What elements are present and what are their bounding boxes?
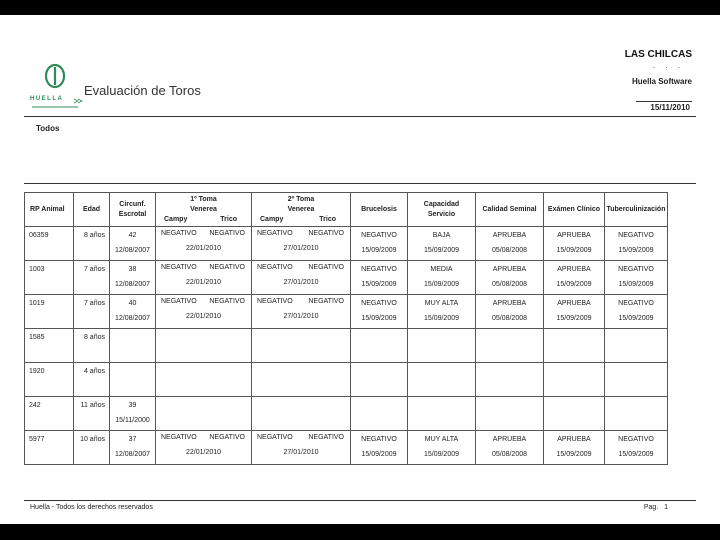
cap-date: 15/09/2009 — [423, 315, 460, 322]
report-title: Evaluación de Toros — [84, 83, 201, 98]
cell-toma2 — [252, 329, 351, 363]
tub-date: 15/09/2009 — [618, 281, 654, 288]
rp-value: 1585 — [29, 334, 45, 341]
circ-date: 12/08/2007 — [114, 247, 151, 254]
cell-examen — [544, 329, 605, 363]
cell-brucelosis — [351, 363, 408, 397]
software-name: Huella Software — [631, 77, 692, 86]
cell-edad — [74, 363, 110, 397]
cap-date: 15/09/2009 — [423, 247, 460, 254]
t1-campy: NEGATIVO — [161, 298, 197, 305]
cell-rp — [25, 363, 74, 397]
cal-value: APRUEBA — [492, 232, 527, 239]
table-row — [25, 227, 668, 261]
header-toma1-line2: Venerea — [190, 205, 217, 213]
cell-examen — [544, 227, 605, 261]
header-toma1-trico: Trico — [220, 215, 237, 223]
cell-toma1 — [156, 329, 252, 363]
cell-capacidad — [408, 363, 476, 397]
cell-rp — [25, 329, 74, 363]
rp-value: 1019 — [29, 300, 45, 307]
cell-toma2 — [252, 261, 351, 295]
cell-brucelosis — [351, 261, 408, 295]
cell-capacidad — [408, 227, 476, 261]
cell-toma2 — [252, 295, 351, 329]
t1-trico: NEGATIVO — [209, 434, 245, 441]
rp-value: 06359 — [29, 232, 49, 239]
page-number: 1 — [664, 504, 668, 511]
cal-value: APRUEBA — [492, 266, 527, 273]
cell-edad — [74, 431, 110, 465]
cal-date: 05/08/2008 — [491, 315, 528, 322]
cell-rp — [25, 227, 74, 261]
header-cap-line1: Capacidad — [423, 200, 460, 208]
header-brucelosis: Brucelosis — [351, 193, 408, 227]
t2-trico: NEGATIVO — [308, 298, 344, 305]
header-toma1-campy: Campy — [164, 215, 188, 223]
header-toma2-line1: 2º Toma — [287, 195, 315, 203]
filter-label: Todos — [36, 124, 60, 133]
cell-capacidad — [408, 329, 476, 363]
edad-value: 8 años — [83, 334, 105, 341]
cell-examen — [544, 397, 605, 431]
t1-campy: NEGATIVO — [161, 434, 197, 441]
cal-date: 05/08/2008 — [491, 247, 528, 254]
cell-circunferencia — [110, 363, 156, 397]
cell-capacidad — [408, 295, 476, 329]
t2-campy: NEGATIVO — [257, 230, 293, 237]
header-divider — [24, 116, 696, 117]
table-row — [25, 397, 668, 431]
header-circ-line1: Circunf. — [119, 200, 146, 208]
cell-toma2 — [252, 227, 351, 261]
header-toma2-campy: Campy — [260, 215, 284, 223]
rp-value: 1003 — [29, 266, 45, 273]
tub-value: NEGATIVO — [618, 266, 654, 273]
exa-value: APRUEBA — [557, 436, 591, 443]
cell-calidad — [476, 397, 544, 431]
table-row — [25, 295, 668, 329]
rp-value: 5977 — [29, 436, 45, 443]
cell-tuberculinizacion — [605, 431, 668, 465]
cell-examen — [544, 431, 605, 465]
edad-value: 8 años — [83, 232, 105, 239]
huella-logo — [28, 63, 84, 111]
bruc-date: 15/09/2009 — [361, 315, 397, 322]
table-header-row — [25, 193, 668, 227]
cal-value: APRUEBA — [492, 300, 527, 307]
circ-value: 42 — [128, 232, 137, 239]
tub-date: 15/09/2009 — [618, 451, 654, 458]
table-divider — [24, 183, 696, 184]
cell-capacidad — [408, 397, 476, 431]
circ-date: 12/08/2007 — [114, 451, 151, 458]
cell-edad — [74, 227, 110, 261]
cell-calidad — [476, 431, 544, 465]
cell-tuberculinizacion — [605, 295, 668, 329]
t1-trico: NEGATIVO — [209, 230, 245, 237]
exa-date: 15/09/2009 — [556, 315, 592, 322]
cell-calidad — [476, 295, 544, 329]
exa-date: 15/09/2009 — [556, 247, 592, 254]
cell-edad — [74, 397, 110, 431]
t2-campy: NEGATIVO — [257, 434, 293, 441]
bruc-value: NEGATIVO — [361, 266, 397, 273]
cell-toma2 — [252, 363, 351, 397]
cal-date: 05/08/2008 — [491, 451, 528, 458]
cell-capacidad — [408, 431, 476, 465]
header-edad: Edad — [74, 193, 110, 227]
t1-trico: NEGATIVO — [209, 264, 245, 271]
t2-trico: NEGATIVO — [308, 434, 344, 441]
header-circunferencia — [110, 193, 156, 227]
edad-value: 11 años — [80, 402, 105, 409]
header-toma1 — [156, 193, 252, 227]
header-cap-line2: Servicio — [427, 210, 456, 218]
footer-page — [644, 504, 668, 511]
header-calidad: Calidad Seminal — [476, 193, 544, 227]
cap-value: MUY ALTA — [424, 300, 459, 307]
logo-text: HUELLA — [30, 96, 64, 102]
cell-toma1 — [156, 261, 252, 295]
header-toma2-line2: Venerea — [287, 205, 315, 213]
t2-campy: NEGATIVO — [257, 298, 293, 305]
tub-date: 15/09/2009 — [618, 315, 654, 322]
t2-campy: NEGATIVO — [257, 264, 293, 271]
cap-date: 15/09/2009 — [423, 451, 460, 458]
cell-toma1 — [156, 363, 252, 397]
cell-toma1 — [156, 227, 252, 261]
cell-toma1 — [156, 431, 252, 465]
header-tuberculinizacion: Tuberculinización — [605, 193, 668, 227]
header-rp: RP Animal — [25, 193, 74, 227]
cell-circunferencia — [110, 295, 156, 329]
cap-value: MUY ALTA — [424, 436, 459, 443]
cell-edad — [74, 329, 110, 363]
header-examen: Exámen Clínico — [544, 193, 605, 227]
report-page — [0, 15, 720, 524]
cell-circunferencia — [110, 431, 156, 465]
cell-brucelosis — [351, 397, 408, 431]
cell-brucelosis — [351, 431, 408, 465]
cell-calidad — [476, 329, 544, 363]
header-toma1-line1: 1º Toma — [190, 195, 217, 203]
circ-date: 12/08/2007 — [114, 281, 151, 288]
cell-rp — [25, 295, 74, 329]
t1-date: 22/01/2010 — [185, 313, 222, 320]
tub-value: NEGATIVO — [618, 232, 654, 239]
t1-trico: NEGATIVO — [209, 298, 245, 305]
tub-value: NEGATIVO — [618, 300, 654, 307]
cal-value: APRUEBA — [492, 436, 527, 443]
exa-date: 15/09/2009 — [556, 281, 592, 288]
cell-examen — [544, 295, 605, 329]
bruc-date: 15/09/2009 — [361, 281, 397, 288]
bruc-value: NEGATIVO — [361, 232, 397, 239]
tub-date: 15/09/2009 — [618, 247, 654, 254]
t1-campy: NEGATIVO — [161, 230, 197, 237]
footer-divider — [24, 500, 696, 501]
t2-trico: NEGATIVO — [308, 230, 344, 237]
exa-date: 15/09/2009 — [556, 451, 592, 458]
table-row — [25, 363, 668, 397]
page-label: Pag. — [643, 504, 659, 511]
cell-toma2 — [252, 397, 351, 431]
circ-value: 39 — [128, 402, 137, 409]
t2-date: 27/01/2010 — [283, 245, 319, 252]
bruc-date: 15/09/2009 — [361, 451, 397, 458]
edad-value: 10 años — [80, 436, 105, 443]
header-toma2 — [252, 193, 351, 227]
circ-value: 38 — [128, 266, 137, 273]
t1-date: 22/01/2010 — [185, 279, 222, 286]
edad-value: 7 años — [83, 300, 105, 307]
cell-rp — [25, 431, 74, 465]
tub-value: NEGATIVO — [618, 436, 654, 443]
circ-date: 12/08/2007 — [114, 315, 151, 322]
t2-date: 27/01/2010 — [283, 279, 319, 286]
cell-edad — [74, 295, 110, 329]
cell-capacidad — [408, 261, 476, 295]
table-row — [25, 261, 668, 295]
rp-value: 242 — [29, 402, 41, 409]
circ-date: 15/11/2000 — [115, 417, 150, 424]
cell-brucelosis — [351, 329, 408, 363]
cell-toma2 — [252, 431, 351, 465]
report-date: 15/11/2010 — [650, 103, 690, 112]
cell-calidad — [476, 363, 544, 397]
cell-examen — [544, 363, 605, 397]
cell-circunferencia — [110, 397, 156, 431]
cell-tuberculinizacion — [605, 363, 668, 397]
bruc-value: NEGATIVO — [361, 300, 397, 307]
cal-date: 05/08/2008 — [491, 281, 528, 288]
table-row — [25, 431, 668, 465]
cell-rp — [25, 397, 74, 431]
cell-rp — [25, 261, 74, 295]
t2-date: 27/01/2010 — [283, 449, 319, 456]
header-circ-line2: Escrotal — [118, 210, 147, 218]
evaluation-table — [24, 192, 668, 465]
t1-date: 22/01/2010 — [185, 245, 222, 252]
edad-value: 4 años — [83, 368, 105, 375]
cell-circunferencia — [110, 261, 156, 295]
cap-date: 15/09/2009 — [423, 281, 460, 288]
header-toma2-trico: Trico — [319, 215, 336, 223]
cell-toma1 — [156, 295, 252, 329]
cell-examen — [544, 261, 605, 295]
cell-brucelosis — [351, 227, 408, 261]
cell-toma1 — [156, 397, 252, 431]
cell-tuberculinizacion — [605, 261, 668, 295]
circ-value: 37 — [128, 436, 137, 443]
t2-date: 27/01/2010 — [283, 313, 319, 320]
bruc-value: NEGATIVO — [361, 436, 397, 443]
cell-circunferencia — [110, 329, 156, 363]
footer-copyright: Huella - Todos los derechos reservados — [30, 504, 153, 511]
cell-tuberculinizacion — [605, 227, 668, 261]
exa-value: APRUEBA — [557, 300, 591, 307]
t2-trico: NEGATIVO — [308, 264, 344, 271]
edad-value: 7 años — [83, 266, 105, 273]
header-capacidad — [408, 193, 476, 227]
rp-value: 1920 — [29, 368, 45, 375]
t1-campy: NEGATIVO — [161, 264, 197, 271]
company-name: LAS CHILCAS — [624, 49, 692, 60]
cap-value: MEDIA — [430, 266, 453, 273]
date-divider — [636, 101, 692, 102]
cell-calidad — [476, 227, 544, 261]
table-row — [25, 329, 668, 363]
cell-tuberculinizacion — [605, 329, 668, 363]
cell-calidad — [476, 261, 544, 295]
exa-value: APRUEBA — [557, 232, 591, 239]
cell-edad — [74, 261, 110, 295]
cell-circunferencia — [110, 227, 156, 261]
company-subtitle: . . . — [652, 61, 684, 70]
cell-tuberculinizacion — [605, 397, 668, 431]
bruc-date: 15/09/2009 — [361, 247, 397, 254]
cell-brucelosis — [351, 295, 408, 329]
cap-value: BAJA — [432, 232, 451, 239]
t1-date: 22/01/2010 — [185, 449, 222, 456]
exa-value: APRUEBA — [557, 266, 591, 273]
circ-value: 40 — [128, 300, 137, 307]
